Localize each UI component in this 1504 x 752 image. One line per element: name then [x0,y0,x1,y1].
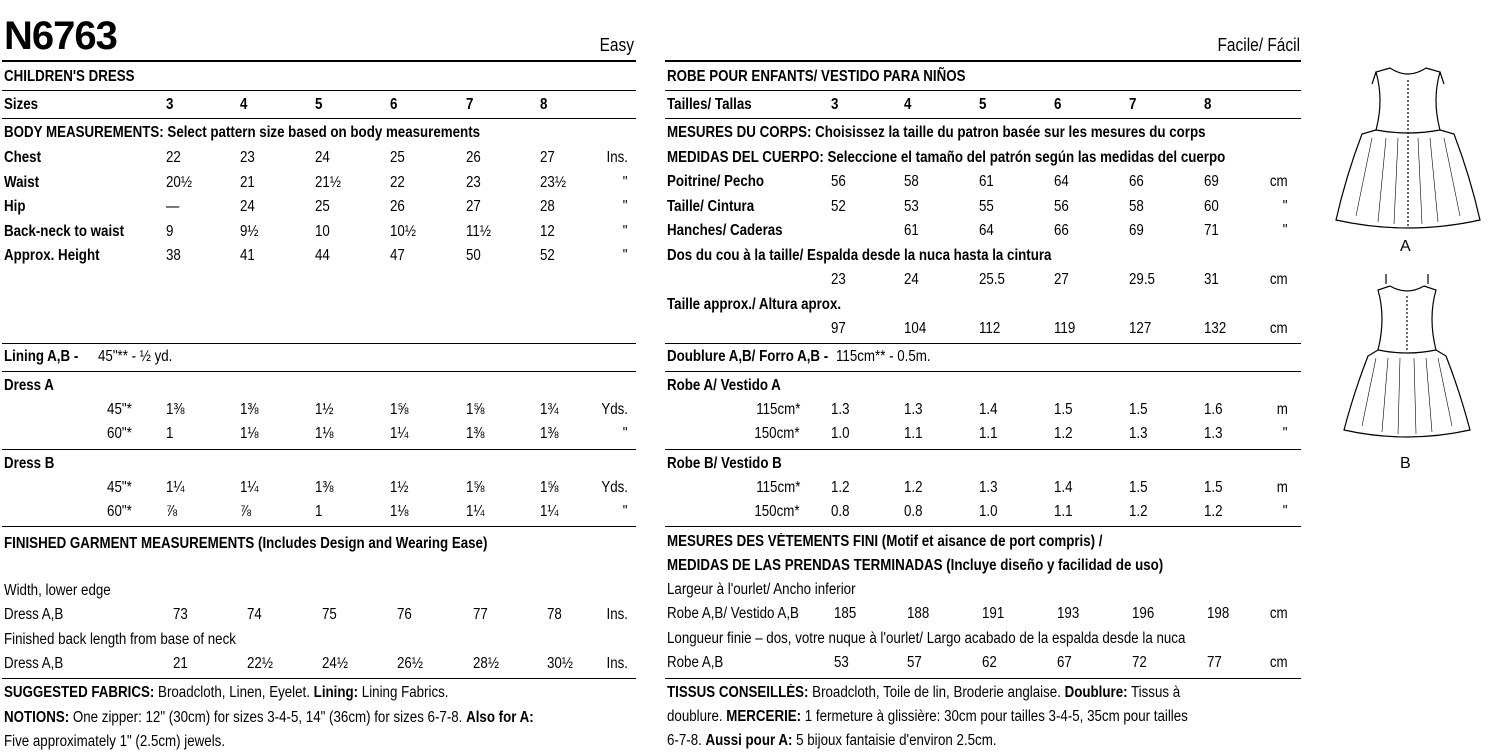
length-row-value: 24½ [322,655,348,672]
length-row-value: 28½ [473,655,499,672]
dress-a-value: 1½ [315,401,334,418]
body-row-value: 64 [979,222,994,239]
body-row-label: Waist [4,173,40,191]
size-column-header: 6 [1054,96,1062,113]
notions-text: NOTIONS: [4,709,70,726]
dress-a-width: 45"* [107,401,132,418]
lining-value-right: 115cm** - 0.5m. [836,348,931,365]
body-row-value: 58 [904,173,919,190]
length-row-unit: cm [1270,654,1288,671]
robe-b-value: 1.3 [979,479,998,496]
height-row-value: 127 [1129,320,1152,337]
tissus-line-part: Tissus à [1127,684,1181,701]
robe-a-value: 1.5 [1054,401,1073,418]
dress-b-value: 1¼ [540,503,559,520]
aussi-line [667,732,997,750]
body-row-value: 69 [1129,222,1144,239]
width-label: Width, lower edge [4,582,111,599]
body-row-value: 56 [831,173,846,190]
body-header-fr: MESURES DU CORPS: Choisissez la taille du patron basée sur les mesures du corps [667,124,1206,141]
view-a-dress-illustration [1332,66,1484,238]
body-row-label: Approx. Height [4,247,100,264]
rule [665,678,1301,679]
height-row-value: 97 [831,320,846,337]
back-label: Dos du cou à la taille/ Espalda desde la nuca hasta la cintura [667,247,1052,264]
body-row-value: 20½ [166,173,192,191]
body-row-value: 66 [1054,222,1069,239]
rule [2,449,636,450]
lining-value: 45"** - ½ yd. [98,348,173,365]
body-row-value: 23 [240,149,255,166]
header-rule-right [665,60,1301,62]
body-row-label: Poitrine/ Pecho [667,173,765,190]
body-row-value: 64 [1054,173,1069,190]
rule [665,371,1301,372]
width-row-value: 198 [1207,605,1230,622]
size-column-header: 3 [831,96,839,113]
back-row-value: 27 [1054,271,1069,288]
body-row-value: 21½ [315,173,341,191]
robe-a-value: 1.0 [831,425,850,442]
width-row-value: 74 [247,606,262,623]
dress-b-width: 60"* [107,503,132,520]
width-row-value: 75 [322,606,337,623]
finished-header-fr: MESURES DES VÉTEMENTS FINI (Motif et aisance de port compris) / [667,533,1103,550]
body-row-value: 52 [831,197,846,215]
dress-a-value: 1⅛ [315,425,334,442]
view-a-label: A [1400,238,1411,255]
body-row-value: 26 [466,149,481,166]
robe-a-width: 150cm* [754,425,800,442]
size-column-header: 8 [540,96,548,113]
robe-b-value: 1.5 [1129,479,1148,496]
rule [665,343,1301,344]
body-row-value: 9½ [240,222,259,240]
dress-b-unit: " [623,503,628,520]
width-row-label: Dress A,B [4,606,64,623]
length-row-value: 53 [834,654,849,671]
length-row-value: 72 [1132,654,1147,671]
rule [2,371,636,372]
dress-b-value: ⅞ [240,503,252,520]
fabrics-line [4,684,448,702]
width-row-value: 77 [473,606,488,623]
dress-b-unit: Yds. [601,479,628,496]
size-column-header: 5 [979,96,987,113]
body-row-value: 47 [390,247,405,264]
mercerie-line-part: MERCERIE: [726,708,802,725]
body-row-value: 56 [1054,197,1069,215]
width-row-label-right: Robe A,B/ Vestido A,B [667,605,799,622]
difficulty-fr-es: Facile/ Fácil [1217,35,1300,55]
dress-a-value: 1⅜ [466,425,485,442]
dress-b-value: 1⅝ [466,479,485,496]
robe-b-value: 1.2 [904,479,923,496]
length-row-value: 77 [1207,654,1222,671]
notions-line2: Five approximately 1" (2.5cm) jewels. [4,733,226,750]
body-row-value: 60 [1204,197,1219,215]
dress-a-value: 1⅝ [390,401,409,418]
body-row-value: 9 [166,222,174,240]
rule [665,118,1301,119]
height-row-unit: cm [1270,320,1288,337]
body-row-value: 71 [1204,222,1219,239]
rule [2,118,636,119]
body-row-value: 23 [466,173,481,191]
robe-b-unit: m [1276,479,1288,496]
size-column-header: 4 [904,96,912,113]
body-row-unit: " [623,222,628,240]
body-row-unit: " [623,198,628,215]
size-column-header: 4 [240,96,248,113]
body-row-value: 41 [240,247,255,264]
body-row-unit: " [623,247,628,264]
size-column-header: 5 [315,96,323,113]
dress-b-value: 1¼ [466,503,485,520]
height-label: Taille approx./ Altura aprox. [667,296,842,313]
fabrics-text: Lining: [313,684,359,701]
robe-b-unit: " [1283,503,1288,520]
view-b-dress-illustration [1342,272,1472,444]
robe-a-value: 1.3 [1204,425,1223,442]
body-row-unit: cm [1270,173,1288,190]
size-column-header: 3 [166,96,174,113]
body-row-value: 66 [1129,173,1144,190]
body-row-value: 53 [904,197,919,215]
left-title: CHILDREN'S DRESS [4,68,135,85]
body-row-value: 25 [315,198,330,215]
difficulty-en: Easy [599,35,634,55]
rule [665,526,1301,527]
lining-label: Lining A,B - [4,348,82,365]
body-row-label: Back-neck to waist [4,222,125,240]
length-row-label: Dress A,B [4,655,64,672]
length-row-value: 22½ [247,655,273,672]
body-row-value: 28 [540,198,555,215]
aussi-line-part: 6-7-8. [667,732,706,749]
body-row-value: 38 [166,247,181,264]
robe-a-unit: m [1276,401,1288,418]
robe-a-value: 1.3 [831,401,850,418]
robe-b-value: 1.2 [1129,503,1148,520]
back-row-value: 24 [904,271,919,288]
body-row-label: Taille/ Cintura [667,197,755,215]
dress-b-value: 1 [315,503,323,520]
robe-b-value: 1.1 [1054,503,1073,520]
body-row-value: 44 [315,247,330,264]
width-row-value: 196 [1132,605,1155,622]
length-row-value: 67 [1057,654,1072,671]
robe-b-value: 1.2 [831,479,850,496]
robe-b-label: Robe B/ Vestido B [667,455,782,472]
dress-a-value: 1¼ [390,425,409,442]
notions-text: One zipper: 12" (30cm) for sizes 3-4-5, 14" (36cm) for sizes 6-7-8. [69,709,467,726]
width-row-value: 185 [834,605,857,622]
body-row-label: Hanches/ Caderas [667,222,783,239]
robe-b-width: 115cm* [755,479,800,496]
body-row-value: 21 [240,173,255,191]
body-row-value: 27 [466,198,481,215]
robe-b-value: 1.5 [1204,479,1223,496]
fabrics-text: Lining Fabrics. [358,684,449,701]
rule [2,526,636,527]
height-row-value: 119 [1054,320,1076,337]
robe-a-label: Robe A/ Vestido A [667,377,781,394]
sizes-label: Sizes [4,96,39,113]
dress-a-value: 1⅝ [466,401,485,418]
rule [665,449,1301,450]
dress-a-value: 1 [166,425,174,442]
robe-b-width: 150cm* [754,503,800,520]
size-column-header: 6 [390,96,398,113]
height-row-value: 104 [904,320,927,337]
width-row-value: 188 [907,605,930,622]
width-row-unit: cm [1270,605,1288,622]
notions-text: Also for A: [466,709,534,726]
body-row-unit: " [1283,197,1288,215]
body-row-unit: " [1283,222,1288,239]
mercerie-line-part: 1 fermeture à glissière: 30cm pour tailles 3-4-5, 35cm pour tailles [801,708,1188,725]
robe-a-value: 1.6 [1204,401,1223,418]
body-measurements-header: BODY MEASUREMENTS: Select pattern size based on body measurements [4,124,481,141]
finished-header: FINISHED GARMENT MEASUREMENTS (Includes Design and Wearing Ease) [4,535,488,552]
dress-b-value: 1¼ [166,479,185,496]
body-row-value: 10 [315,222,330,240]
robe-a-value: 1.4 [979,401,998,418]
dress-a-label: Dress A [4,377,54,394]
body-header-es: MEDIDAS DEL CUERPO: Seleccione el tamaño del patrón según las medidas del cuerpo [667,149,1226,166]
length-row-value: 21 [173,655,188,672]
width-row-value: 73 [173,606,188,623]
size-column-header: 7 [1129,96,1137,113]
body-row-value: 50 [466,247,481,264]
dress-b-value: 1⅜ [315,479,334,496]
dress-b-value: 1¼ [240,479,259,496]
body-row-value: 12 [540,222,555,240]
width-row-value: 193 [1057,605,1080,622]
width-row-value: 191 [982,605,1005,622]
back-row-value: 29.5 [1129,271,1155,288]
length-label: Finished back length from base of neck [4,631,236,648]
aussi-line-part: Aussi pour A: [705,732,793,749]
width-label-right: Largeur à l'ourlet/ Ancho inferior [667,581,856,598]
dress-a-value: 1⅜ [240,401,259,418]
tissus-line [667,684,1180,702]
mercerie-line-part: doublure. [667,708,727,725]
length-row-label-right: Robe A,B [667,654,724,671]
right-title: ROBE POUR ENFANTS/ VESTIDO PARA NIÑOS [667,68,966,85]
height-row-value: 112 [979,320,1001,337]
body-row-value: 61 [904,222,919,239]
length-label-right: Longueur finie – dos, votre nuque à l'ourlet/ Largo acabado de la espalda desde la nuca [667,630,1186,647]
back-row-unit: cm [1270,271,1288,288]
notions-line [4,709,534,727]
body-row-value: 11½ [466,222,491,240]
rule [2,343,636,344]
dress-b-width: 45"* [107,479,132,496]
robe-a-value: 1.1 [979,425,998,442]
dress-b-value: 1⅛ [390,503,409,520]
body-row-unit: Ins. [606,149,628,166]
width-row-value: 78 [547,606,562,623]
body-row-label: Hip [4,198,26,215]
dress-b-label: Dress B [4,455,55,472]
robe-b-value: 1.0 [979,503,998,520]
body-row-value: — [166,198,180,215]
body-row-value: 22 [390,173,405,191]
dress-a-unit: " [623,425,628,442]
body-row-value: 55 [979,197,994,215]
dress-a-unit: Yds. [601,401,628,418]
mercerie-line [667,708,1188,726]
back-row-value: 23 [831,271,846,288]
robe-a-unit: " [1283,425,1288,442]
body-row-label: Chest [4,149,42,166]
length-row-value: 62 [982,654,997,671]
size-column-header: 7 [466,96,474,113]
dress-b-value: 1⅝ [540,479,559,496]
length-row-value: 57 [907,654,922,671]
robe-b-value: 0.8 [904,503,923,520]
tissus-line-part: Broadcloth, Toile de lin, Broderie anglaise. [808,684,1065,701]
body-row-value: 10½ [390,222,416,240]
rule [2,678,636,679]
length-row-value: 26½ [397,655,423,672]
fabrics-text: Broadcloth, Linen, Eyelet. [154,684,314,701]
dress-a-value: 1¾ [540,401,559,418]
header-rule-left [2,60,636,62]
body-row-value: 52 [540,247,555,264]
body-row-value: 27 [540,149,555,166]
dress-a-value: 1⅜ [166,401,185,418]
body-row-value: 23½ [540,173,566,191]
width-row-unit: Ins. [606,606,628,623]
robe-a-width: 115cm* [755,401,800,418]
dress-a-value: 1⅜ [540,425,559,442]
height-row-value: 132 [1204,320,1227,337]
dress-a-value: 1⅛ [240,425,259,442]
robe-a-value: 1.1 [904,425,923,442]
rule [2,90,636,91]
robe-b-value: 1.4 [1054,479,1073,496]
tissus-line-part: TISSUS CONSEILLÉS: [667,684,809,701]
tissus-line-part: Doublure: [1064,684,1128,701]
lining-label-right: Doublure A,B/ Forro A,B - [667,348,832,365]
fabrics-text: SUGGESTED FABRICS: [4,684,155,701]
body-row-value: 58 [1129,197,1144,215]
dress-b-value: 1½ [390,479,409,496]
robe-b-value: 1.2 [1204,503,1223,520]
body-row-value: 24 [240,198,255,215]
body-row-value: 22 [166,149,181,166]
dress-b-value: ⅞ [166,503,178,520]
body-row-value: 26 [390,198,405,215]
back-row-value: 31 [1204,271,1219,288]
body-row-value: 69 [1204,173,1219,190]
robe-a-value: 1.3 [1129,425,1148,442]
body-row-value: 61 [979,173,994,190]
robe-a-value: 1.3 [904,401,923,418]
robe-a-value: 1.5 [1129,401,1148,418]
view-b-label: B [1400,455,1411,472]
robe-b-value: 0.8 [831,503,850,520]
robe-a-value: 1.2 [1054,425,1073,442]
sizes-label-right: Tailles/ Tallas [667,96,752,113]
dress-a-width: 60"* [107,425,132,442]
body-row-value: 24 [315,149,330,166]
length-row-value: 30½ [547,655,573,672]
rule [665,90,1301,91]
pattern-number: N6763 [4,14,117,58]
width-row-value: 76 [397,606,412,623]
back-row-value: 25.5 [979,271,1005,288]
body-row-value: 25 [390,149,405,166]
size-column-header: 8 [1204,96,1212,113]
aussi-line-part: 5 bijoux fantaisie d'environ 2.5cm. [792,732,997,749]
body-row-unit: " [623,173,628,191]
length-row-unit: Ins. [606,655,628,672]
finished-header-es: MEDIDAS DE LAS PRENDAS TERMINADAS (Incluye diseño y facilidad de uso) [667,557,1164,574]
